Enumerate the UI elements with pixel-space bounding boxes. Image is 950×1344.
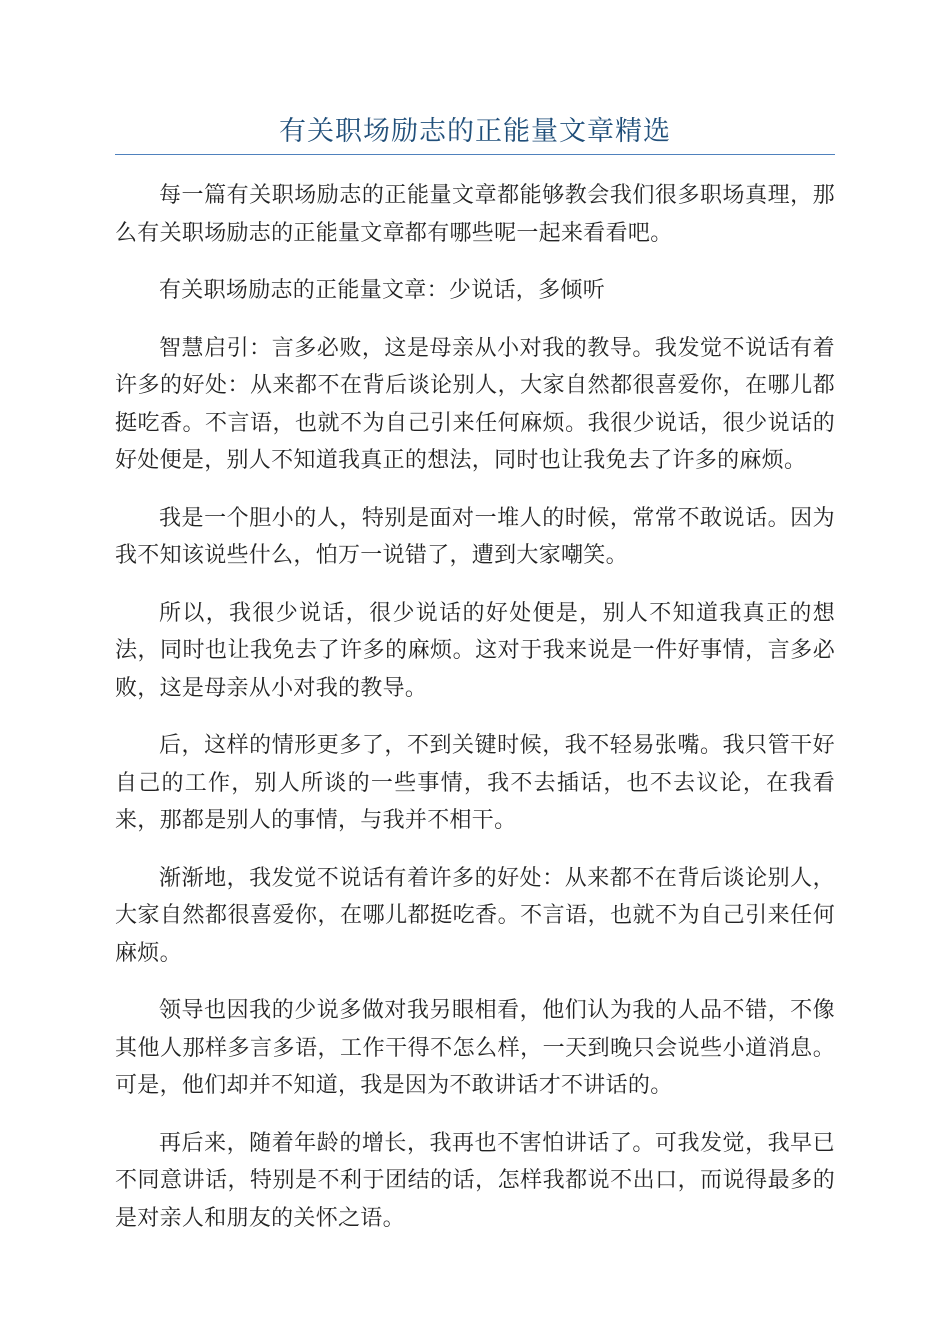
paragraph: 再后来，随着年龄的增长，我再也不害怕讲话了。可我发觉，我早已不同意讲话，特别是不利于团结的话，怎样我都说不出口，而说得最多的是对亲人和朋友的关怀之语。	[115, 1130, 835, 1231]
paragraph: 智慧启引：言多必败，这是母亲从小对我的教导。我发觉不说话有着许多的好处：从来都不在背后谈论别人，大家自然都很喜爱你，在哪儿都挺吃香。不言语，也就不为自己引来任何麻烦。我很少说话，很少说话的好处便是，别人不知道我真正的想法，同时也让我免去了许多的麻烦。	[115, 335, 835, 473]
title-divider	[115, 154, 835, 155]
paragraph-intro: 每一篇有关职场励志的正能量文章都能够教会我们很多职场真理，那么有关职场励志的正能量文章都有哪些呢一起来看看吧。	[115, 183, 835, 246]
paragraph: 我是一个胆小的人，特别是面对一堆人的时候，常常不敢说话。因为我不知该说些什么，怕万一说错了，遭到大家嘲笑。	[115, 505, 835, 568]
paragraph: 领导也因我的少说多做对我另眼相看，他们认为我的人品不错，不像其他人那样多言多语，工作干得不怎么样，一天到晚只会说些小道消息。可是，他们却并不知道，我是因为不敢讲话才不讲话的。	[115, 998, 835, 1098]
paragraph: 渐渐地，我发觉不说话有着许多的好处：从来都不在背后谈论别人，大家自然都很喜爱你，在哪儿都挺吃香。不言语，也就不为自己引来任何麻烦。	[115, 865, 835, 966]
paragraph: 后，这样的情形更多了，不到关键时候，我不轻易张嘴。我只管干好自己的工作，别人所谈的一些事情，我不去插话，也不去议论，在我看来，那都是别人的事情，与我并不相干。	[115, 733, 835, 833]
paragraph-subheading: 有关职场励志的正能量文章：少说话，多倾听	[159, 278, 606, 303]
document-body	[115, 177, 835, 1257]
paragraph: 所以，我很少说话，很少说话的好处便是，别人不知道我真正的想法，同时也让我免去了许多的麻烦。这对于我来说是一件好事情，言多必败，这是母亲从小对我的教导。	[115, 600, 835, 701]
document-title: 有关职场励志的正能量文章精选	[279, 116, 671, 147]
